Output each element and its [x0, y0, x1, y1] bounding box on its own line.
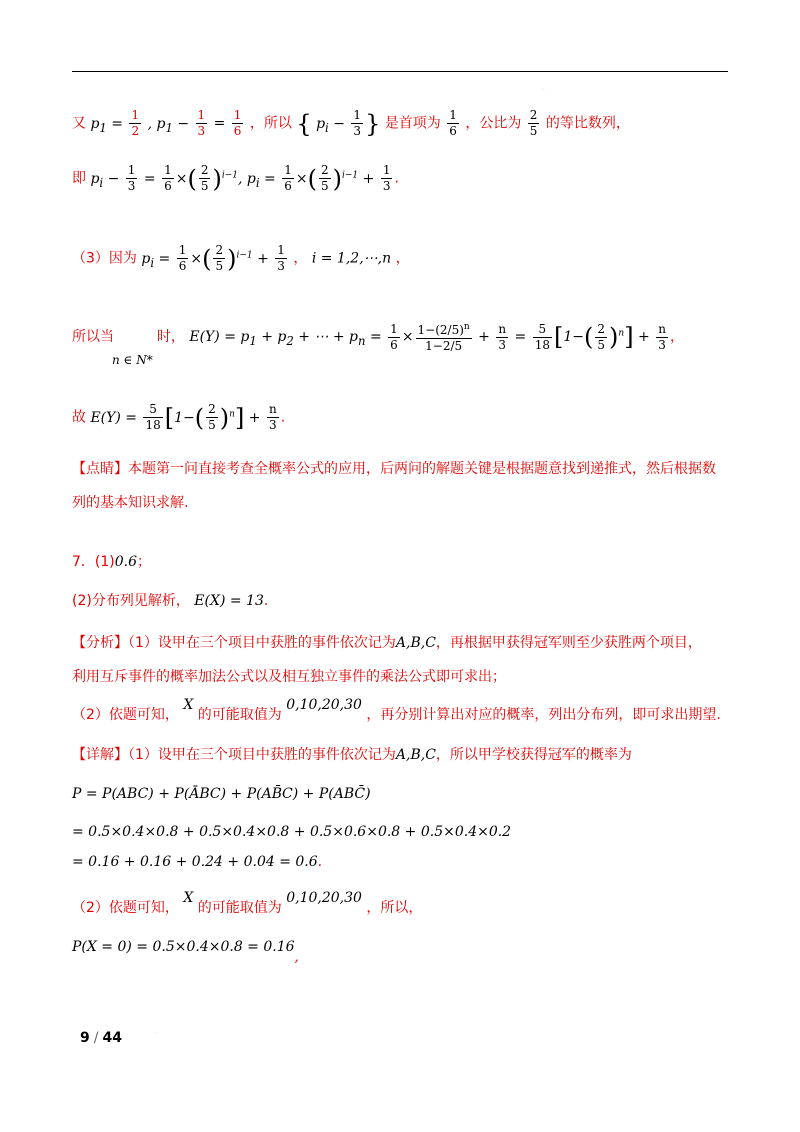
xj2-pre: （2）依题可知，: [72, 900, 179, 916]
math-p1: $p_1$ =: [90, 115, 128, 135]
text-geometric: 的等比数列，: [545, 115, 630, 132]
math-p1-minus: , $p_1$ −: [147, 115, 194, 135]
fenxi1-tail: ，再根据甲获得冠军则至少获胜两个项目，: [435, 635, 702, 651]
equation-3-line: [72, 937, 299, 965]
line-gu: [72, 402, 285, 433]
math-eq: =: [213, 115, 230, 132]
equation-2-end: .: [317, 854, 323, 870]
text-suoyi: ，所以: [249, 115, 292, 132]
q7b-end: .: [263, 593, 269, 609]
math-pi-expr: $p_i$ − $\frac{1}{3}$ = $\frac{1}{6}$ ×( $\frac{2}{5}$ )$^{i-1}$, $p_i$ = $\frac{1}{6}$ ×( $\frac{2}{5}$ )$^{i-1}$ + $\frac{1}{3}$: [90, 163, 391, 193]
line-expectation: [72, 320, 684, 354]
page-separator: /: [93, 1030, 99, 1046]
header-rule: [72, 71, 728, 72]
text-you: 又: [72, 115, 86, 132]
q7-end: ；: [137, 554, 152, 570]
math-ey: $E(Y) = p_1 + p_2$ + ⋯ + $p_n$ = $\frac{1}{6}$ × $\frac{1-(2/5)^n}{1-2/5}$ + $\frac{n}{3}$ = $\frac{5}{18}$ [1−( $\frac{2}{5}$ )$^n$] + $\frac{n}{3}$: [189, 321, 666, 353]
xj2-vals: 0,10,20,30: [286, 890, 362, 906]
fenxi1-math: A,B,C: [395, 635, 436, 651]
fenxi3-tail: ，再分别计算出对应的概率，列出分布列，即可求出期望.: [366, 707, 721, 723]
fenxi3-pre: （2）依题可知，: [72, 707, 179, 723]
math-ey-final: E(Y) = $\frac{5}{18}$ [1−( $\frac{2}{5}$ )$^n$] + $\frac{n}{3}$: [90, 402, 277, 432]
xj2-x: X: [183, 890, 194, 906]
fenxi3-mid: 的可能取值为: [197, 707, 282, 723]
q7b-expectation: E(X) = 13: [194, 593, 264, 609]
dianjing-line2: 列的基本知识求解.: [72, 495, 189, 511]
fenxi-line2: 利用互斥事件的概率加法公式以及相互独立事件的乘法公式即可求出；: [72, 669, 506, 685]
frac-sixth: $\frac{1}{6}$: [233, 108, 242, 138]
xiangjie1-text: 【详解】（1）设甲在三个项目中获胜的事件依次记为: [72, 747, 396, 763]
equation-3-end: ,: [294, 949, 299, 965]
fenxi-line1: [72, 633, 702, 653]
page-number: [80, 1030, 122, 1046]
page-total: 44: [102, 1030, 122, 1046]
line-part3: （3）因为 $p_i$ = $\frac{1}{6}$ ×( $\frac{2}{5}$ )$^{i-1}$ + $\frac{1}{3}$ ， i = 1,2,⋯,n ，: [72, 243, 410, 273]
decorative-dot-footer: ·: [155, 1030, 157, 1037]
xiangjie1-tail: ，所以甲学校获得冠军的概率为: [435, 747, 632, 763]
q7-part2: [72, 591, 268, 611]
math-seq: { $p_i$ − $\frac{1}{3}$ }: [296, 108, 381, 138]
fenxi-line3: [72, 697, 721, 725]
math-range: i = 1,2,⋯,n: [311, 250, 392, 267]
xiangjie-line1: [72, 745, 632, 765]
text-period2: .: [280, 409, 286, 426]
math-pi: $p_i$ = $\frac{1}{6}$ ×( $\frac{2}{5}$ )$^{i-1}$ + $\frac{1}{3}$: [141, 243, 285, 273]
text-ji: 即: [72, 170, 86, 187]
text-gu: 故: [72, 409, 86, 426]
equation-2-line: [72, 852, 322, 872]
text-period: .: [394, 170, 399, 187]
text-ratio: ，公比为: [465, 115, 522, 132]
xiangjie-line2: [72, 890, 423, 918]
frac-first: $\frac{1}{6}$: [449, 108, 457, 138]
text-comma2: ，: [669, 329, 684, 345]
text-yinwei: （3）因为: [72, 250, 137, 267]
xj2-tail: ，所以，: [366, 900, 423, 916]
xiangjie1-math: A,B,C: [395, 747, 436, 763]
frac-ratio: $\frac{2}{5}$: [529, 108, 538, 138]
frac-half: $\frac{1}{2}$: [131, 108, 140, 138]
equation-2: = 0.16 + 0.16 + 0.24 + 0.04 = 0.6: [72, 854, 318, 870]
text-shi: 时，: [156, 329, 185, 345]
q7-value: 0.6: [114, 554, 138, 570]
math-n-natural: n ∈ N*: [112, 353, 153, 367]
q7-number: 7．(1): [72, 554, 115, 570]
line-geometric-sequence: [72, 108, 630, 139]
page-current: 9: [80, 1030, 90, 1046]
equation-1: = 0.5×0.4×0.8 + 0.5×0.4×0.8 + 0.5×0.6×0.8 + 0.5×0.4×0.2: [72, 824, 512, 840]
q7b-text: (2)分布列见解析，: [72, 593, 190, 609]
decorative-dot: ·: [543, 86, 545, 93]
text-first-term: 是首项为: [384, 115, 441, 132]
xj2-mid: 的可能取值为: [197, 900, 282, 916]
equation-3: P(X = 0) = 0.5×0.4×0.8 = 0.16: [72, 939, 295, 955]
line-ji: [72, 163, 399, 194]
q7-part1: [72, 552, 151, 572]
text-comma: ，: [395, 250, 410, 267]
dianjing-line1: 【点睛】本题第一问直接考查全概率公式的应用，后两问的解题关键是根据题意找到递推式，然后根据数: [72, 461, 716, 477]
fenxi3-vals: 0,10,20,30: [286, 697, 362, 713]
text-suoyidang: 所以当: [72, 329, 114, 345]
equation-p: P = P(ABC) + P(ĀBC) + P(AB̄C) + P(ABC̄): [72, 786, 371, 802]
frac-third: $\frac{1}{3}$: [197, 108, 206, 138]
fenxi1-text: 【分析】（1）设甲在三个项目中获胜的事件依次记为: [72, 635, 396, 651]
fenxi3-x: X: [183, 697, 194, 713]
